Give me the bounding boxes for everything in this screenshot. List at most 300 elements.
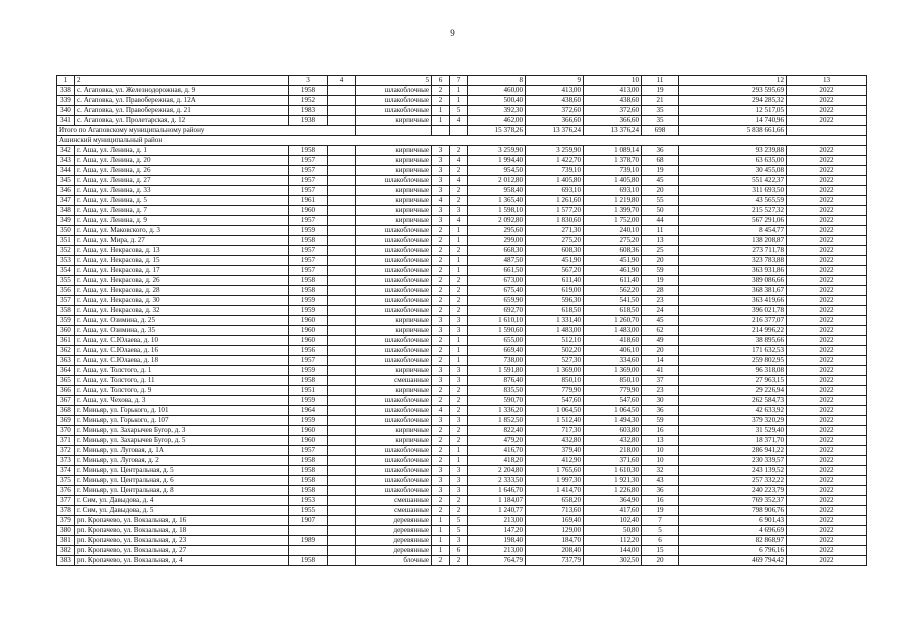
cell-area-total: 1 591,80 <box>468 366 526 376</box>
cell-cost: 379 320,29 <box>679 416 787 426</box>
table-row <box>57 196 867 206</box>
cell-cost: 215 527,32 <box>679 206 787 216</box>
cell-row-number: 381 <box>57 536 75 546</box>
cell-year-built: 1959 <box>289 226 328 236</box>
cell-residents: 6 <box>642 536 679 546</box>
cell-plan-year: 2022 <box>787 356 867 366</box>
cell-residents: 13 <box>642 236 679 246</box>
cell-row-number: 369 <box>57 416 75 426</box>
cell-area-residential: 371,60 <box>584 456 642 466</box>
cell-wall-material: кирпичные <box>356 386 432 396</box>
cell-row-number: 371 <box>57 436 75 446</box>
cell-wall-material: шлакоблочные <box>356 296 432 306</box>
cell-year-renovated <box>328 426 356 436</box>
cell-year-built: 1957 <box>289 166 328 176</box>
cell-plan-year: 2022 <box>787 266 867 276</box>
cell-plan-year: 2022 <box>787 96 867 106</box>
cell-plan-year: 2022 <box>787 526 867 536</box>
cell-year-renovated <box>328 186 356 196</box>
cell-floors: 1 <box>432 546 450 556</box>
cell-entrances: 3 <box>450 376 468 386</box>
cell-year-built: 1951 <box>289 386 328 396</box>
cell-year-renovated <box>328 476 356 486</box>
cell-wall-material: шлакоблочные <box>356 346 432 356</box>
cell-floors: 2 <box>432 556 450 566</box>
cell-year-renovated <box>328 496 356 506</box>
cell-plan-year: 2022 <box>787 446 867 456</box>
cell-area-residential: 112,20 <box>584 536 642 546</box>
cell-entrances: 2 <box>450 556 468 566</box>
cell-address: г. Аша, ул. Ленина, д. 7 <box>75 206 289 216</box>
cell-floors: 3 <box>432 316 450 326</box>
cell-area-living: 527,30 <box>526 356 584 366</box>
cell-wall-material: кирпичные <box>356 326 432 336</box>
cell-address: г. Аша, ул. Ленина, д. 33 <box>75 186 289 196</box>
cell-entrances: 1 <box>450 446 468 456</box>
cell-wall-material: шлакоблочные <box>356 236 432 246</box>
cell-floors: 2 <box>432 246 450 256</box>
cell-residents: 20 <box>642 346 679 356</box>
cell-plan-year: 2022 <box>787 236 867 246</box>
cell-area-total: 1 590,60 <box>468 326 526 336</box>
cell-area-living: 372,60 <box>526 106 584 116</box>
cell-wall-material: деревянные <box>356 526 432 536</box>
cell-floors: 2 <box>432 286 450 296</box>
subtotal-area-total: 15 378,26 <box>468 126 526 136</box>
cell-address: г. Аша, ул. Ленина, д. 26 <box>75 166 289 176</box>
subtotal-area-residential: 13 376,24 <box>584 126 642 136</box>
cell-row-number: 365 <box>57 376 75 386</box>
cell-residents: 49 <box>642 336 679 346</box>
cell-row-number: 378 <box>57 506 75 516</box>
table-row <box>57 556 867 566</box>
cell-area-residential: 1 610,30 <box>584 466 642 476</box>
cell-plan-year: 2022 <box>787 456 867 466</box>
cell-address: г. Миньяр, ул. Захарычев Бугор, д. 3 <box>75 426 289 436</box>
cell-residents: 19 <box>642 166 679 176</box>
cell-floors: 2 <box>432 346 450 356</box>
cell-entrances: 2 <box>450 436 468 446</box>
cell-year-renovated <box>328 346 356 356</box>
cell-year-built: 1957 <box>289 156 328 166</box>
cell-cost: 368 381,67 <box>679 286 787 296</box>
cell-area-residential: 1 226,80 <box>584 486 642 496</box>
cell-row-number: 368 <box>57 406 75 416</box>
cell-cost: 6 796,16 <box>679 546 787 556</box>
cell-area-living: 547,60 <box>526 396 584 406</box>
cell-address: г. Миньяр, ул. Луговая, д. 2 <box>75 456 289 466</box>
cell-row-number: 358 <box>57 306 75 316</box>
table-row <box>57 116 867 126</box>
cell-row-number: 1 <box>57 76 75 86</box>
table-row <box>57 426 867 436</box>
cell-address: г. Аша, ул. Маковского, д. 3 <box>75 226 289 236</box>
cell-area-total: 213,00 <box>468 546 526 556</box>
cell-area-living: 608,30 <box>526 246 584 256</box>
cell-row-number: 344 <box>57 166 75 176</box>
cell-year-built: 1958 <box>289 556 328 566</box>
cell-floors: 3 <box>432 466 450 476</box>
cell-address: г. Аша, ул. Некрасова, д. 30 <box>75 296 289 306</box>
cell-row-number: 341 <box>57 116 75 126</box>
cell-area-total: 500,40 <box>468 96 526 106</box>
cell-area-total: 462,00 <box>468 116 526 126</box>
cell-address: г. Миньяр, ул. Луговая, д. 1А <box>75 446 289 456</box>
cell-area-total: 655,00 <box>468 336 526 346</box>
cell-area-living: 1 422,70 <box>526 156 584 166</box>
cell-entrances: 2 <box>450 186 468 196</box>
cell-floors: 2 <box>432 456 450 466</box>
cell-address: г. Аша, ул. Некрасова, д. 32 <box>75 306 289 316</box>
cell-row-number: 355 <box>57 276 75 286</box>
cell-area-total: 8 <box>468 76 526 86</box>
cell-year-built: 1958 <box>289 236 328 246</box>
cell-area-total: 3 259,90 <box>468 146 526 156</box>
cell-row-number: 374 <box>57 466 75 476</box>
cell-plan-year: 2022 <box>787 86 867 96</box>
cell-year-renovated <box>328 276 356 286</box>
cell-area-living: 693,10 <box>526 186 584 196</box>
cell-cost: 96 318,08 <box>679 366 787 376</box>
cell-wall-material: кирпичные <box>356 366 432 376</box>
table-row <box>57 306 867 316</box>
cell-area-total: 2 012,80 <box>468 176 526 186</box>
cell-address: г. Аша, ул. Ленина, д. 1 <box>75 146 289 156</box>
cell-wall-material: смешанные <box>356 376 432 386</box>
cell-area-residential: 618,50 <box>584 306 642 316</box>
cell-wall-material: кирпичные <box>356 196 432 206</box>
cell-area-living: 1 765,60 <box>526 466 584 476</box>
cell-row-number: 375 <box>57 476 75 486</box>
table-row <box>57 236 867 246</box>
cell-area-residential: 372,60 <box>584 106 642 116</box>
cell-year-built: 1958 <box>289 86 328 96</box>
cell-entrances: 1 <box>450 266 468 276</box>
cell-area-living: 737,79 <box>526 556 584 566</box>
cell-year-built: 1960 <box>289 436 328 446</box>
table-row <box>57 216 867 226</box>
subtotal-blank <box>787 126 867 136</box>
cell-year-renovated <box>328 336 356 346</box>
cell-area-residential: 461,90 <box>584 266 642 276</box>
cell-residents: 23 <box>642 386 679 396</box>
cell-entrances: 2 <box>450 396 468 406</box>
cell-row-number: 347 <box>57 196 75 206</box>
cell-row-number: 346 <box>57 186 75 196</box>
cell-address: г. Аша, ул. С.Юлаева, д. 10 <box>75 336 289 346</box>
cell-address: г. Аша, ул. С.Юлаева, д. 18 <box>75 356 289 366</box>
cell-area-residential: 275,20 <box>584 236 642 246</box>
cell-floors: 2 <box>432 356 450 366</box>
cell-plan-year: 2022 <box>787 316 867 326</box>
cell-row-number: 349 <box>57 216 75 226</box>
table-row <box>57 296 867 306</box>
cell-residents: 20 <box>642 556 679 566</box>
cell-year-renovated <box>328 196 356 206</box>
table-row <box>57 156 867 166</box>
cell-area-living: 451,90 <box>526 256 584 266</box>
cell-year-renovated <box>328 206 356 216</box>
cell-year-renovated <box>328 516 356 526</box>
cell-plan-year: 2022 <box>787 106 867 116</box>
cell-area-residential: 779,90 <box>584 386 642 396</box>
cell-year-built: 1958 <box>289 276 328 286</box>
cell-year-renovated <box>328 416 356 426</box>
cell-residents: 23 <box>642 296 679 306</box>
cell-entrances: 2 <box>450 296 468 306</box>
cell-floors: 1 <box>432 526 450 536</box>
cell-area-residential: 608,36 <box>584 246 642 256</box>
cell-entrances: 3 <box>450 466 468 476</box>
cell-area-total: 1 184,07 <box>468 496 526 506</box>
cell-entrances: 5 <box>450 526 468 536</box>
cell-residents: 14 <box>642 356 679 366</box>
cell-year-built: 1960 <box>289 326 328 336</box>
cell-area-living: 1 261,60 <box>526 196 584 206</box>
cell-cost: 12 <box>679 76 787 86</box>
cell-wall-material: шлакоблочные <box>356 96 432 106</box>
cell-floors: 3 <box>432 376 450 386</box>
cell-cost: 469 794,42 <box>679 556 787 566</box>
cell-area-living: 3 259,90 <box>526 146 584 156</box>
cell-plan-year: 2022 <box>787 516 867 526</box>
cell-area-residential: 418,60 <box>584 336 642 346</box>
cell-residents: 59 <box>642 416 679 426</box>
cell-year-renovated <box>328 86 356 96</box>
cell-floors: 3 <box>432 166 450 176</box>
cell-area-residential: 1 378,70 <box>584 156 642 166</box>
cell-entrances: 1 <box>450 456 468 466</box>
cell-row-number: 351 <box>57 236 75 246</box>
cell-year-renovated <box>328 386 356 396</box>
cell-address: рп. Кропачево, ул. Вокзальная, д. 27 <box>75 546 289 556</box>
cell-area-total: 692,70 <box>468 306 526 316</box>
table-row <box>57 256 867 266</box>
cell-entrances: 4 <box>450 116 468 126</box>
cell-area-total: 669,40 <box>468 346 526 356</box>
cell-area-total: 1 365,40 <box>468 196 526 206</box>
cell-year-renovated <box>328 556 356 566</box>
cell-year-renovated <box>328 436 356 446</box>
cell-floors: 2 <box>432 426 450 436</box>
table-row <box>57 226 867 236</box>
cell-row-number: 373 <box>57 456 75 466</box>
cell-residents: 25 <box>642 246 679 256</box>
cell-area-total: 198,40 <box>468 536 526 546</box>
cell-cost: 216 377,07 <box>679 316 787 326</box>
cell-cost: 798 906,76 <box>679 506 787 516</box>
cell-cost: 6 901,43 <box>679 516 787 526</box>
cell-residents: 19 <box>642 276 679 286</box>
cell-area-living: 1 512,40 <box>526 416 584 426</box>
cell-year-built: 1958 <box>289 476 328 486</box>
cell-plan-year: 2022 <box>787 226 867 236</box>
cell-plan-year: 2022 <box>787 156 867 166</box>
cell-wall-material: шлакоблочные <box>356 266 432 276</box>
cell-area-total: 835,50 <box>468 386 526 396</box>
cell-area-residential: 1 921,30 <box>584 476 642 486</box>
cell-address: г. Миньяр, ул. Захарычев Бугор, д. 5 <box>75 436 289 446</box>
cell-year-built: 1952 <box>289 96 328 106</box>
cell-entrances: 4 <box>450 156 468 166</box>
cell-row-number: 342 <box>57 146 75 156</box>
cell-area-residential: 413,00 <box>584 86 642 96</box>
cell-address: г. Аша, ул. Некрасова, д. 17 <box>75 266 289 276</box>
cell-floors: 3 <box>432 366 450 376</box>
cell-row-number: 354 <box>57 266 75 276</box>
cell-residents: 11 <box>642 76 679 86</box>
cell-area-residential: 438,60 <box>584 96 642 106</box>
table-row <box>57 536 867 546</box>
cell-plan-year: 2022 <box>787 506 867 516</box>
cell-entrances: 5 <box>450 516 468 526</box>
cell-area-living: 1 331,40 <box>526 316 584 326</box>
subtotal-residents: 698 <box>642 126 679 136</box>
cell-year-built: 1958 <box>289 376 328 386</box>
cell-address: с. Агаповка, ул. Правобережная, д. 12А <box>75 96 289 106</box>
cell-entrances: 2 <box>450 286 468 296</box>
cell-area-residential: 1 369,00 <box>584 366 642 376</box>
cell-area-total: 876,40 <box>468 376 526 386</box>
cell-area-total: 668,30 <box>468 246 526 256</box>
table-row <box>57 346 867 356</box>
cell-wall-material: шлакоблочные <box>356 86 432 96</box>
cell-plan-year: 2022 <box>787 256 867 266</box>
cell-area-residential: 218,00 <box>584 446 642 456</box>
cell-floors: 2 <box>432 306 450 316</box>
cell-address: г. Аша, ул. Ленина, д. 20 <box>75 156 289 166</box>
cell-area-residential: 611,40 <box>584 276 642 286</box>
cell-row-number: 364 <box>57 366 75 376</box>
cell-area-living: 502,20 <box>526 346 584 356</box>
cell-row-number: 377 <box>57 496 75 506</box>
cell-wall-material: кирпичные <box>356 156 432 166</box>
cell-entrances: 3 <box>450 206 468 216</box>
cell-cost: 82 868,97 <box>679 536 787 546</box>
cell-area-living: 412,90 <box>526 456 584 466</box>
cell-wall-material: кирпичные <box>356 116 432 126</box>
table-row <box>57 406 867 416</box>
subtotal-area-living: 13 376,24 <box>526 126 584 136</box>
cell-area-total: 1 240,77 <box>468 506 526 516</box>
cell-entrances: 3 <box>450 536 468 546</box>
cell-plan-year: 2022 <box>787 286 867 296</box>
cell-cost: 138 208,87 <box>679 236 787 246</box>
cell-area-total: 659,90 <box>468 296 526 306</box>
cell-cost: 769 352,37 <box>679 496 787 506</box>
table-row <box>57 266 867 276</box>
cell-area-residential: 10 <box>584 76 642 86</box>
cell-cost: 311 693,50 <box>679 186 787 196</box>
cell-residents: 36 <box>642 486 679 496</box>
cell-area-residential: 1 399,70 <box>584 206 642 216</box>
cell-wall-material: кирпичные <box>356 206 432 216</box>
cell-year-built: 1907 <box>289 516 328 526</box>
cell-year-built: 1960 <box>289 426 328 436</box>
cell-year-built: 1957 <box>289 246 328 256</box>
table-row <box>57 476 867 486</box>
cell-plan-year: 2022 <box>787 396 867 406</box>
cell-area-living: 366,60 <box>526 116 584 126</box>
cell-wall-material: шлакоблочные <box>356 286 432 296</box>
subtotal-blank <box>450 126 468 136</box>
cell-year-built: 1961 <box>289 196 328 206</box>
cell-residents: 11 <box>642 226 679 236</box>
cell-year-built: 1960 <box>289 316 328 326</box>
cell-area-living: 512,10 <box>526 336 584 346</box>
cell-residents: 44 <box>642 216 679 226</box>
cell-residents: 7 <box>642 516 679 526</box>
cell-row-number: 359 <box>57 316 75 326</box>
cell-residents: 45 <box>642 176 679 186</box>
cell-entrances: 1 <box>450 356 468 366</box>
table-row <box>57 96 867 106</box>
table-row <box>57 496 867 506</box>
cell-plan-year: 2022 <box>787 346 867 356</box>
cell-year-renovated <box>328 246 356 256</box>
cell-cost: 12 517,05 <box>679 106 787 116</box>
cell-row-number: 372 <box>57 446 75 456</box>
cell-area-living: 1 483,00 <box>526 326 584 336</box>
cell-wall-material: шлакоблочные <box>356 246 432 256</box>
cell-year-built: 1958 <box>289 486 328 496</box>
table-row <box>57 546 867 556</box>
cell-plan-year: 2022 <box>787 166 867 176</box>
cell-area-total: 1 598,10 <box>468 206 526 216</box>
cell-entrances: 2 <box>450 306 468 316</box>
cell-address: г. Аша, ул. Мира, д. 27 <box>75 236 289 246</box>
cell-address: рп. Кропачево, ул. Вокзальная, д. 23 <box>75 536 289 546</box>
cell-entrances: 1 <box>450 236 468 246</box>
subtotal-row <box>57 126 867 136</box>
cell-cost: 243 139,52 <box>679 466 787 476</box>
cell-floors: 3 <box>432 486 450 496</box>
cell-year-renovated <box>328 216 356 226</box>
cell-row-number: 366 <box>57 386 75 396</box>
cell-wall-material: кирпичные <box>356 436 432 446</box>
cell-area-total: 418,20 <box>468 456 526 466</box>
cell-residents: 20 <box>642 256 679 266</box>
cell-area-living: 779,90 <box>526 386 584 396</box>
cell-wall-material: шлакоблочные <box>356 476 432 486</box>
cell-wall-material: шлакоблочные <box>356 486 432 496</box>
subtotal-blank <box>432 126 450 136</box>
cell-address: рп. Кропачево, ул. Вокзальная, д. 18 <box>75 526 289 536</box>
cell-area-living: 1 414,70 <box>526 486 584 496</box>
table-row <box>57 366 867 376</box>
cell-wall-material: шлакоблочные <box>356 396 432 406</box>
cell-area-total: 1 852,50 <box>468 416 526 426</box>
cell-wall-material: смешанные <box>356 506 432 516</box>
cell-area-residential: 50,80 <box>584 526 642 536</box>
cell-address: г. Миньяр, ул. Центральная, д. 8 <box>75 486 289 496</box>
cell-cost: 286 941,22 <box>679 446 787 456</box>
cell-area-living: 618,50 <box>526 306 584 316</box>
cell-area-residential: 1 483,00 <box>584 326 642 336</box>
cell-area-living: 1 577,20 <box>526 206 584 216</box>
cell-year-built: 1960 <box>289 206 328 216</box>
cell-row-number: 363 <box>57 356 75 366</box>
cell-row-number: 338 <box>57 86 75 96</box>
cell-entrances: 2 <box>450 506 468 516</box>
cell-floors: 2 <box>432 446 450 456</box>
cell-year-renovated <box>328 96 356 106</box>
cell-area-total: 673,00 <box>468 276 526 286</box>
cell-area-total: 147,20 <box>468 526 526 536</box>
cell-residents: 30 <box>642 396 679 406</box>
table-row <box>57 146 867 156</box>
cell-residents: 37 <box>642 376 679 386</box>
